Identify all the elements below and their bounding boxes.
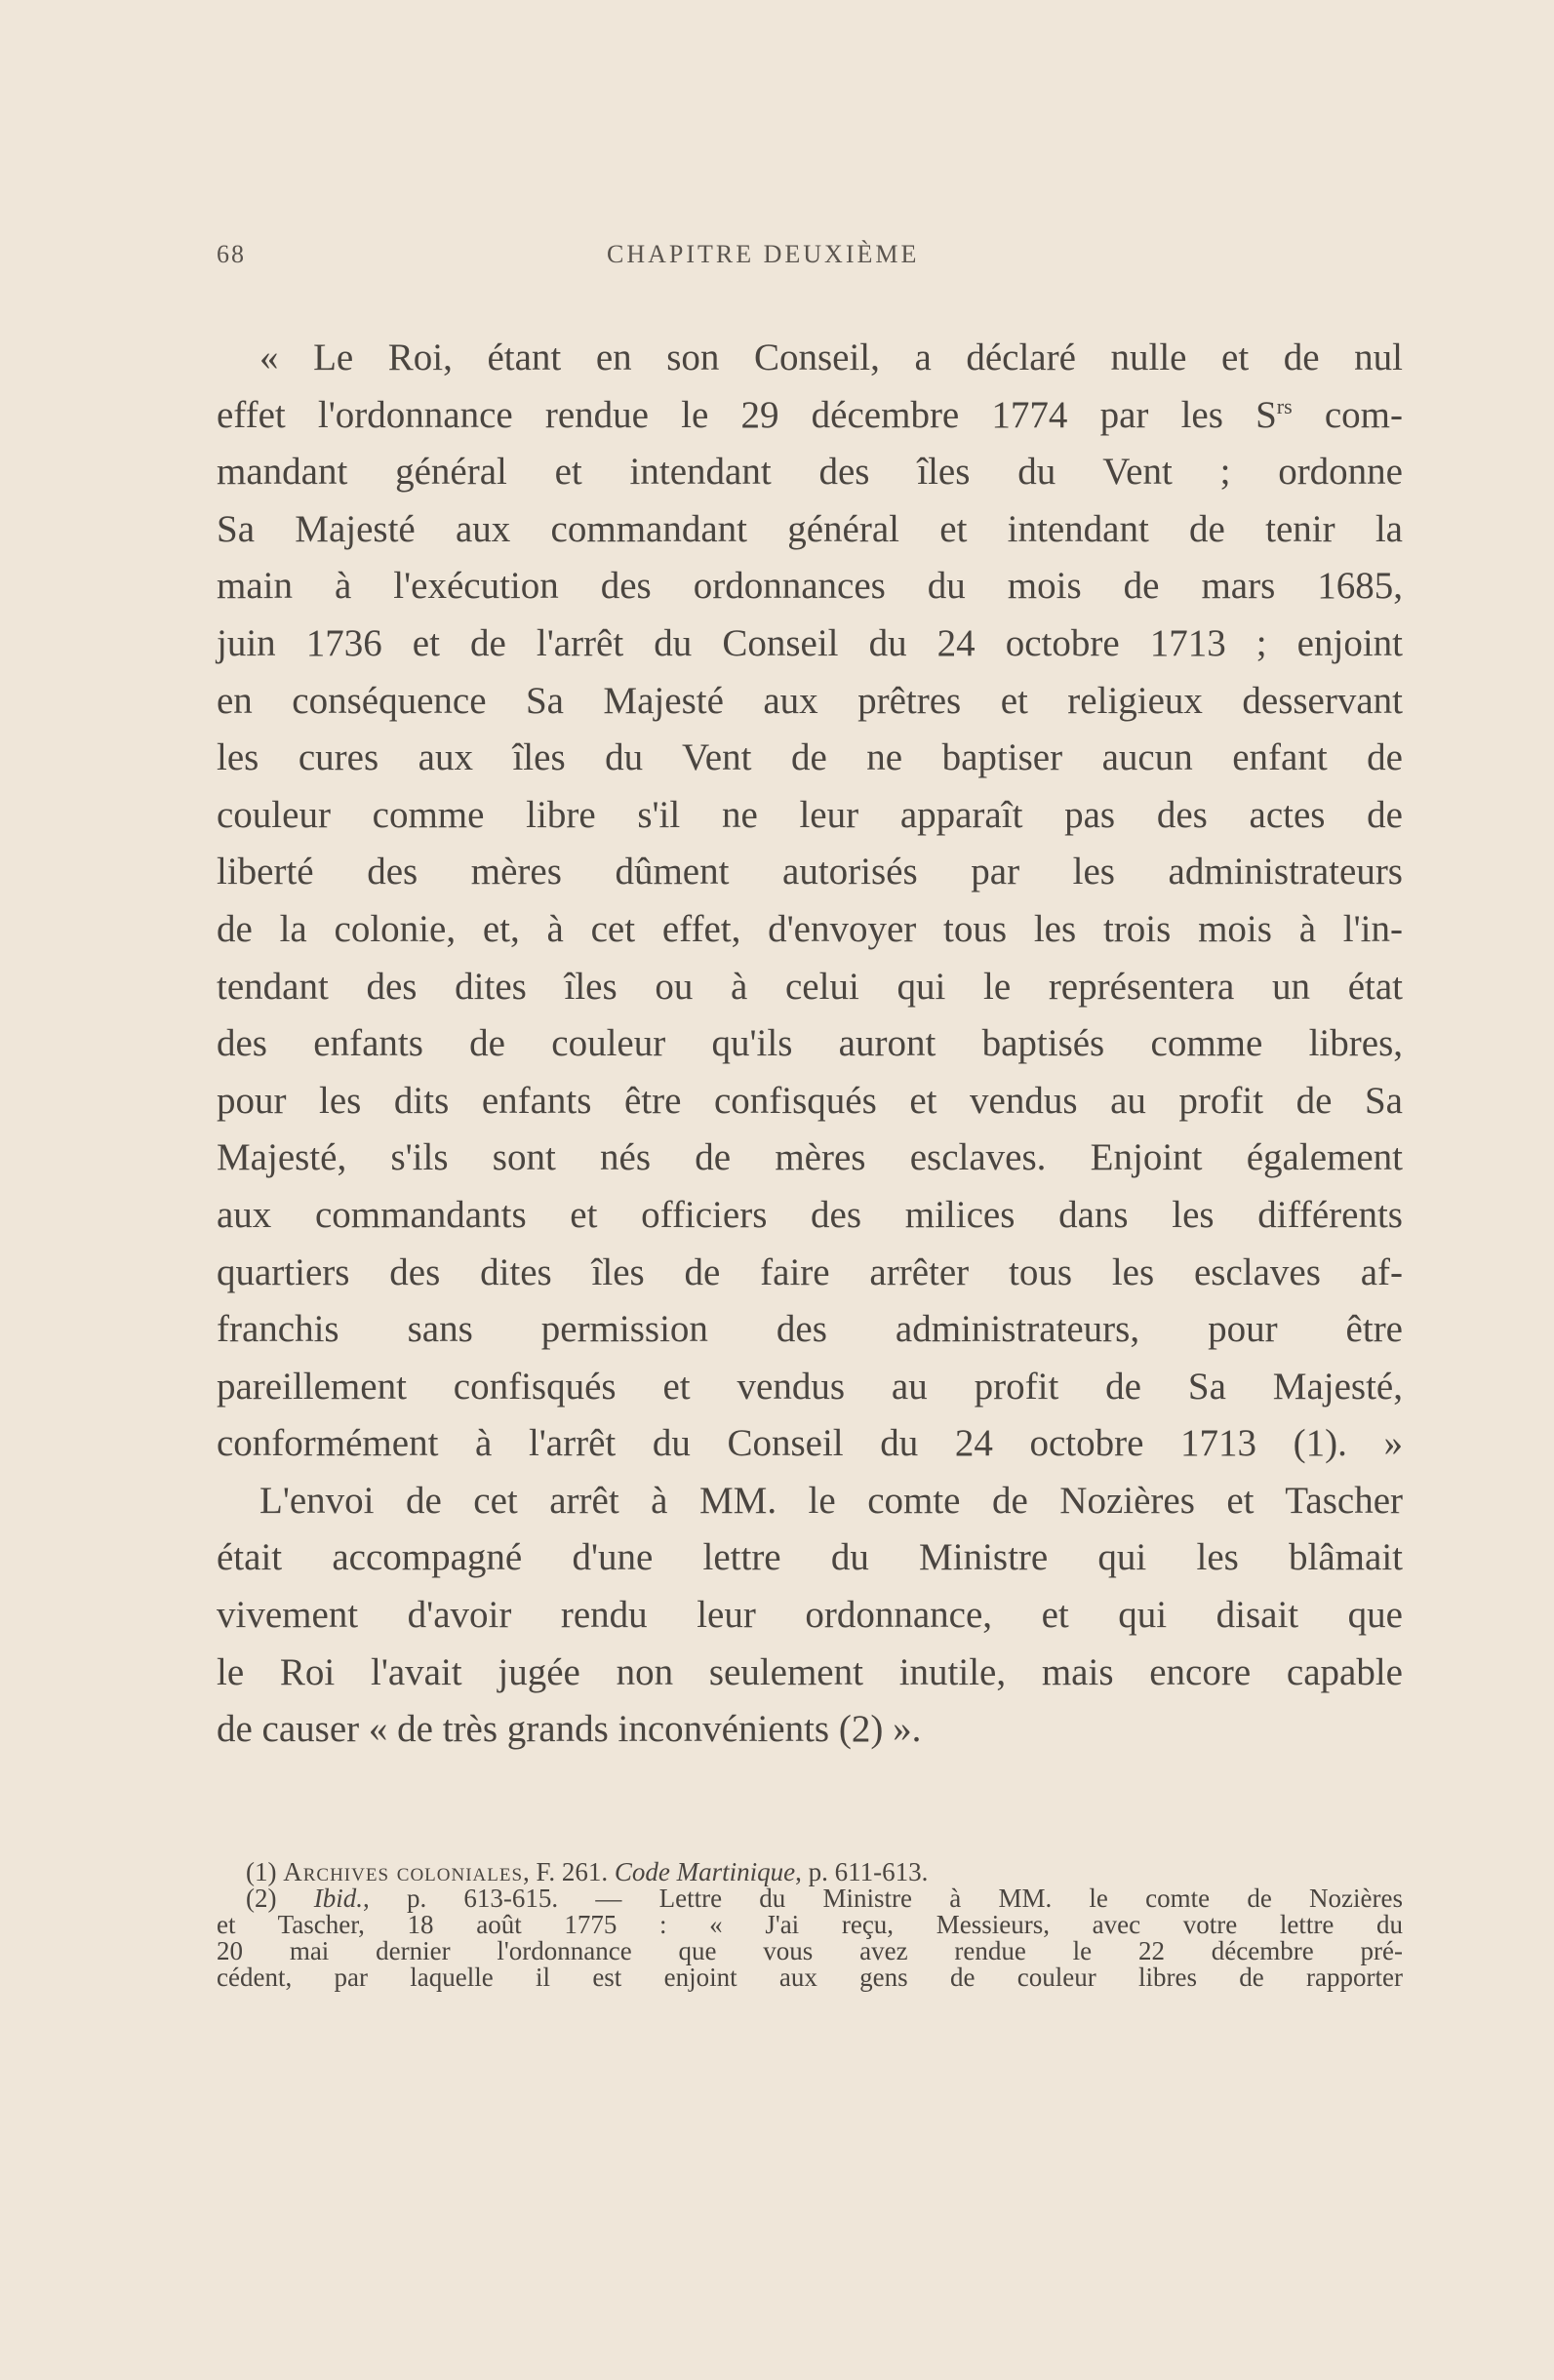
text-line: tendant des dites îles ou à celui qui le représentera un état <box>217 965 1403 1008</box>
text-line: pour les dits enfants être confisqués et vendus au profit de Sa <box>217 1079 1403 1122</box>
text-line: le Roi l'avait jugée non seulement inutile, mais encore capable <box>217 1650 1403 1693</box>
text-line: pareillement confisqués et vendus au profit de Sa Majesté, <box>217 1365 1403 1408</box>
text-line: vivement d'avoir rendu leur ordonnance, et qui disait que <box>217 1594 1403 1637</box>
footnote-marker: (2) <box>246 1884 314 1913</box>
footnote-text: , F. 261. <box>523 1857 615 1886</box>
footnote-marker: (1) <box>246 1857 284 1886</box>
text-line: des enfants de couleur qu'ils auront baptisés comme libres, <box>217 1022 1403 1065</box>
footnote-ibid: Ibid. <box>313 1884 363 1913</box>
text-line: en conséquence Sa Majesté aux prêtres et religieux desservant <box>217 679 1403 722</box>
text-line: couleur comme libre s'il ne leur apparaît pas des actes de <box>217 793 1403 836</box>
text-line: « Le Roi, étant en son Conseil, a déclaré nulle et de nul <box>259 337 1403 378</box>
text-line: L'envoi de cet arrêt à MM. le comte de Nozières et Tascher <box>259 1479 1403 1522</box>
text-line: juin 1736 et de l'arrêt du Conseil du 24 octobre 1713 ; enjoint <box>217 621 1403 664</box>
footnote-source: Archives coloniales <box>283 1857 524 1886</box>
text-line: conformément à l'arrêt du Conseil du 24 octobre 1713 (1). » <box>217 1422 1403 1465</box>
text-line: les cures aux îles du Vent de ne baptiser aucun enfant de <box>217 736 1403 779</box>
footnotes <box>217 1859 1403 1991</box>
text-line-part: com- <box>1292 393 1403 436</box>
superscript-abbrev: rs <box>1276 393 1293 418</box>
footnote-line: et Tascher, 18 août 1775 : « J'ai reçu, Messieurs, avec votre lettre du <box>217 1910 1403 1939</box>
text-line: de causer « de très grands inconvénients (2) ». <box>217 1708 922 1751</box>
text-line: mandant général et intendant des îles du Vent ; ordonne <box>217 451 1403 494</box>
chapter-title: CHAPITRE DEUXIÈME <box>607 240 920 268</box>
text-line <box>217 387 1403 445</box>
text-line: Sa Majesté aux commandant général et intendant de tenir la <box>217 507 1403 550</box>
footnote-1 <box>217 1859 1403 1885</box>
text-line: quartiers des dites îles de faire arrêter tous les esclaves af- <box>217 1250 1403 1293</box>
footnote-text: , p. 611-613. <box>795 1857 929 1886</box>
running-head <box>217 240 1403 279</box>
footnote-text: , p. 613-615. — Lettre du Ministre à MM. le comte de Nozières <box>362 1884 1403 1913</box>
text-line-part: effet l'ordonnance rendue le 29 décembre 1774 par les S <box>217 393 1277 436</box>
text-line: franchis sans permission des administrateurs, pour être <box>217 1308 1403 1351</box>
text-line: aux commandants et officiers des milices dans les différents <box>217 1193 1403 1236</box>
text-line: était accompagné d'une lettre du Ministre qui les blâmait <box>217 1536 1403 1579</box>
footnote-line: cédent, par laquelle il est enjoint aux gens de couleur libres de rapporter <box>217 1963 1403 1992</box>
page-number: 68 <box>217 240 246 268</box>
footnote-line: 20 mai dernier l'ordonnance que vous avez rendue le 22 décembre pré- <box>217 1936 1403 1965</box>
footnote-2 <box>217 1885 1403 1912</box>
footnote-title: Code Martinique <box>614 1857 796 1886</box>
text-line: main à l'exécution des ordonnances du mois de mars 1685, <box>217 565 1403 608</box>
body-text <box>217 330 1403 1759</box>
text-line: Majesté, s'ils sont nés de mères esclaves. Enjoint également <box>217 1136 1403 1179</box>
text-line: liberté des mères dûment autorisés par les administrateurs <box>217 851 1403 893</box>
text-line: de la colonie, et, à cet effet, d'envoyer tous les trois mois à l'in- <box>217 907 1403 950</box>
